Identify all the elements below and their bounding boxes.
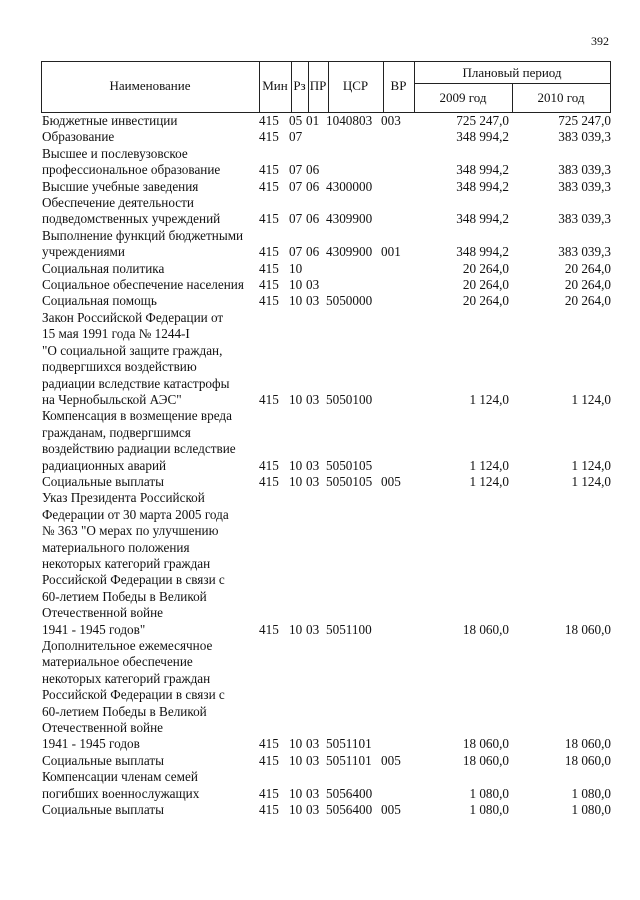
header-name: Наименование (109, 78, 191, 93)
row-name: Социальные выплаты (42, 802, 164, 818)
row-rz: 10 (289, 736, 303, 752)
row-vr: 003 (381, 113, 401, 128)
row-rz: 10 (289, 473, 303, 489)
row-min: 415 (259, 244, 279, 260)
row-name: Бюджетные инвестиции (42, 113, 178, 128)
table-row (42, 753, 611, 769)
row-rz: 07 (289, 129, 303, 145)
row-min: 415 (259, 277, 279, 293)
row-value-2009: 348 994,2 (456, 129, 509, 145)
row-pr: 03 (306, 293, 320, 309)
row-vr (381, 195, 412, 228)
header-rz: Рз (293, 78, 306, 93)
row-vr (381, 179, 412, 195)
row-value-2009: 20 264,0 (462, 293, 509, 309)
page-number: 392 (591, 34, 609, 48)
row-value-2009: 348 994,2 (456, 244, 509, 260)
row-pr: 03 (306, 785, 320, 801)
row-value-2010: 18 060,0 (564, 752, 611, 768)
table-row (42, 146, 611, 179)
row-pr: 03 (306, 752, 320, 768)
row-vr: 005 (381, 473, 401, 489)
row-vr: 001 (381, 244, 401, 260)
header-divider (610, 61, 611, 113)
table-row (42, 802, 611, 818)
row-rz: 10 (289, 293, 303, 309)
row-value-2009: 1 080,0 (469, 802, 509, 818)
row-csr: 5050100 (326, 391, 373, 407)
row-rz: 10 (289, 752, 303, 768)
row-value-2010: 1 080,0 (571, 802, 611, 818)
budget-table (42, 113, 611, 818)
row-pr: 03 (306, 736, 320, 752)
row-min: 415 (259, 113, 279, 128)
row-min: 415 (259, 785, 279, 801)
header-planning-period: Плановый период (462, 65, 562, 80)
row-value-2009: 20 264,0 (462, 260, 509, 276)
row-name: Обеспечение деятельности подведомственных учреждений (42, 195, 221, 227)
table-row (42, 769, 611, 802)
row-min: 415 (259, 178, 279, 194)
row-rz: 07 (289, 162, 303, 178)
table-row (42, 261, 611, 277)
row-value-2010: 383 039,3 (558, 244, 611, 260)
row-csr: 5050000 (326, 293, 373, 309)
row-csr: 5050105 (326, 473, 373, 489)
row-pr: 03 (306, 277, 320, 293)
row-rz: 05 (289, 113, 303, 128)
row-value-2010: 18 060,0 (564, 736, 611, 752)
row-pr: 01 (306, 113, 320, 128)
row-min: 415 (259, 162, 279, 178)
row-value-2010: 18 060,0 (564, 621, 611, 637)
row-rz: 10 (289, 277, 303, 293)
row-name: Высшие учебные заведения (42, 178, 199, 194)
header-pr: ПР (309, 78, 327, 93)
header-min: Мин (262, 78, 288, 93)
row-rz: 10 (289, 785, 303, 801)
row-rz: 10 (289, 260, 303, 276)
row-value-2010: 1 080,0 (571, 785, 611, 801)
row-vr (381, 310, 412, 408)
table-row (42, 490, 611, 638)
row-value-2009: 18 060,0 (462, 621, 509, 637)
row-value-2010: 383 039,3 (558, 129, 611, 145)
table-row (42, 408, 611, 474)
row-csr: 5050105 (326, 457, 373, 473)
row-rz: 07 (289, 211, 303, 227)
row-min: 415 (259, 129, 279, 145)
row-min: 415 (259, 752, 279, 768)
row-pr: 03 (306, 457, 320, 473)
row-vr (381, 129, 412, 145)
row-csr: 5056400 (326, 785, 373, 801)
row-name: Социальная политика (42, 260, 165, 276)
row-rz: 10 (289, 802, 303, 818)
row-vr (381, 261, 412, 277)
row-value-2009: 1 124,0 (469, 473, 509, 489)
row-vr (381, 146, 412, 179)
row-rz: 10 (289, 391, 303, 407)
row-rz: 10 (289, 621, 303, 637)
table-row (42, 277, 611, 293)
header-year-2010: 2010 год (537, 90, 585, 105)
row-vr (381, 638, 412, 753)
row-value-2009: 725 247,0 (456, 113, 509, 128)
row-value-2009: 20 264,0 (462, 277, 509, 293)
row-value-2010: 383 039,3 (558, 162, 611, 178)
row-pr: 03 (306, 621, 320, 637)
row-value-2010: 725 247,0 (558, 113, 611, 128)
row-value-2010: 1 124,0 (571, 457, 611, 473)
row-value-2009: 348 994,2 (456, 211, 509, 227)
row-csr (326, 146, 381, 179)
row-value-2010: 20 264,0 (564, 277, 611, 293)
row-pr: 03 (306, 391, 320, 407)
row-min: 415 (259, 736, 279, 752)
row-name: Выполнение функций бюджетными учреждениями (42, 227, 244, 260)
row-name: Социальное обеспечение населения (42, 277, 244, 293)
row-name: Социальная помощь (42, 293, 157, 309)
row-min: 415 (259, 260, 279, 276)
row-value-2010: 383 039,3 (558, 178, 611, 194)
row-csr: 4309900 (326, 244, 373, 260)
row-csr: 5051101 (326, 736, 372, 752)
row-csr (326, 277, 381, 293)
header-csr: ЦСР (342, 78, 369, 93)
row-csr: 1040803 (326, 113, 373, 128)
row-pr: 06 (306, 244, 320, 260)
row-vr (381, 293, 412, 309)
row-value-2009: 1 080,0 (469, 785, 509, 801)
row-vr (381, 769, 412, 802)
row-vr: 005 (381, 802, 401, 818)
table-row (42, 129, 611, 145)
table-row (42, 310, 611, 408)
row-value-2010: 20 264,0 (564, 260, 611, 276)
row-pr: 03 (306, 802, 320, 818)
row-vr: 005 (381, 752, 401, 768)
table-row (42, 293, 611, 309)
table-row (42, 195, 611, 228)
row-pr (306, 261, 326, 277)
row-value-2009: 1 124,0 (469, 457, 509, 473)
row-value-2010: 1 124,0 (571, 473, 611, 489)
row-min: 415 (259, 473, 279, 489)
row-name: Образование (42, 129, 115, 145)
row-min: 415 (259, 802, 279, 818)
row-csr (326, 129, 381, 145)
row-min: 415 (259, 391, 279, 407)
row-min: 415 (259, 457, 279, 473)
row-pr: 06 (306, 178, 320, 194)
row-name: Компенсация в возмещение вреда гражданам, подвергшимся воздействию радиации вследствие радиационных аварий (42, 408, 236, 473)
row-min: 415 (259, 211, 279, 227)
row-name: Социальные выплаты (42, 752, 164, 768)
row-pr: 06 (306, 211, 320, 227)
row-rz: 07 (289, 178, 303, 194)
row-csr: 4300000 (326, 178, 373, 194)
header-year-2009: 2009 год (439, 90, 487, 105)
row-value-2010: 383 039,3 (558, 211, 611, 227)
row-csr: 5051101 (326, 752, 372, 768)
row-name: Высшее и послевузовское профессиональное образование (42, 145, 221, 178)
row-pr: 03 (306, 473, 320, 489)
header-vr: ВР (390, 78, 407, 93)
row-value-2010: 20 264,0 (564, 293, 611, 309)
row-vr (381, 490, 412, 638)
header-top-border (41, 61, 611, 62)
row-csr (326, 261, 381, 277)
row-pr: 06 (306, 162, 320, 178)
table-row (42, 179, 611, 195)
table-row (42, 113, 611, 129)
row-min: 415 (259, 621, 279, 637)
table-row (42, 638, 611, 753)
row-vr (381, 277, 412, 293)
row-rz: 10 (289, 457, 303, 473)
table-row (42, 474, 611, 490)
table-row (42, 228, 611, 261)
row-value-2010: 1 124,0 (571, 391, 611, 407)
row-name: Указ Президента Российской Федерации от 30 марта 2005 года № 363 "О мерах по улучшению материального положения некоторых категорий граждан Российской Федерации в связи с 60-летием Победы в Великой Отечественной войне 1941 - 1945 годов" (42, 490, 229, 637)
row-value-2009: 18 060,0 (462, 752, 509, 768)
table-header (41, 61, 611, 113)
row-value-2009: 348 994,2 (456, 178, 509, 194)
row-value-2009: 1 124,0 (469, 391, 509, 407)
row-value-2009: 18 060,0 (462, 736, 509, 752)
row-csr: 5051100 (326, 621, 372, 637)
row-name: Закон Российской Федерации от 15 мая 1991 года № 1244-I "О социальной защите граждан, подвергшихся воздействию радиации вследствие катастрофы на Чернобыльской АЭС" (42, 309, 230, 407)
row-vr (381, 408, 412, 474)
row-name: Социальные выплаты (42, 473, 164, 489)
row-min: 415 (259, 293, 279, 309)
row-rz: 07 (289, 244, 303, 260)
row-value-2009: 348 994,2 (456, 162, 509, 178)
row-csr: 5056400 (326, 802, 373, 818)
row-name: Дополнительное ежемесячное материальное обеспечение некоторых категорий граждан Российской Федерации в связи с 60-летием Победы в Великой Отечественной войне 1941 - 1945 годов (42, 638, 225, 752)
row-csr: 4309900 (326, 211, 373, 227)
row-pr (306, 129, 326, 145)
row-name: Компенсации членам семей погибших военнослужащих (42, 769, 200, 801)
